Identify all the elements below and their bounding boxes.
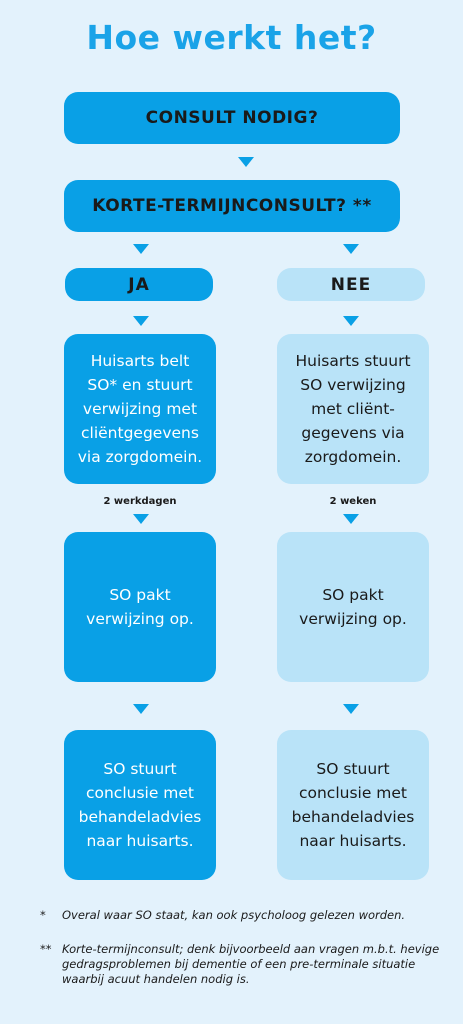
yes-pill [65, 268, 213, 301]
yes-step3-text: SO stuurt conclusie met behandeladvies naar huisarts. [78, 760, 202, 850]
yes-delay-label: 2 werkdagen [103, 496, 177, 507]
no-step3-text: SO stuurt conclusie met behandeladvies naar huisarts. [291, 760, 415, 850]
no-step1-text: Huisarts stuurt SO verwijzing met cliënt- gegevens via zorgdomein. [295, 352, 411, 466]
no-step3-box [277, 730, 429, 880]
arrow-down-icon [343, 244, 359, 254]
arrow-down-icon [133, 514, 149, 524]
question-consult-label: CONSULT NODIG? [145, 108, 319, 128]
yes-label: JA [128, 274, 150, 295]
arrow-down-icon [343, 316, 359, 326]
footnote-2-mark: ** [40, 942, 52, 956]
footnote-2-text: Korte-termijnconsult; denk bijvoorbeeld aan vragen m.b.t. hevige gedragsproblemen bij dementie of een pre-terminale situatie waarbij acuut handelen nodig is. [62, 942, 440, 986]
footnote-1-mark: * [40, 908, 46, 922]
footnote-1 [40, 908, 440, 923]
question-consult-box [64, 92, 400, 144]
no-step2-box [277, 532, 429, 682]
page-title: Hoe werkt het? [86, 18, 377, 57]
yes-step3-box [64, 730, 216, 880]
question-short-term-label: KORTE-TERMIJNCONSULT? ** [92, 196, 372, 216]
no-step2-text: SO pakt verwijzing op. [299, 586, 407, 628]
yes-step2-box [64, 532, 216, 682]
arrow-down-icon [343, 514, 359, 524]
yes-step1-box [64, 334, 216, 484]
arrow-down-icon [238, 157, 254, 167]
arrow-down-icon [133, 316, 149, 326]
yes-step2-text: SO pakt verwijzing op. [86, 586, 194, 628]
footnote-1-text: Overal waar SO staat, kan ook psycholoog gelezen worden. [62, 908, 406, 922]
footnote-2 [40, 942, 440, 987]
no-pill [277, 268, 425, 301]
question-short-term-box [64, 180, 400, 232]
arrow-down-icon [343, 704, 359, 714]
arrow-down-icon [133, 704, 149, 714]
yes-step1-text: Huisarts belt SO* en stuurt verwijzing met cliëntgegevens via zorgdomein. [77, 352, 203, 466]
no-step1-box [277, 334, 429, 484]
arrow-down-icon [133, 244, 149, 254]
no-delay-label: 2 weken [329, 496, 377, 507]
no-label: NEE [330, 274, 372, 295]
